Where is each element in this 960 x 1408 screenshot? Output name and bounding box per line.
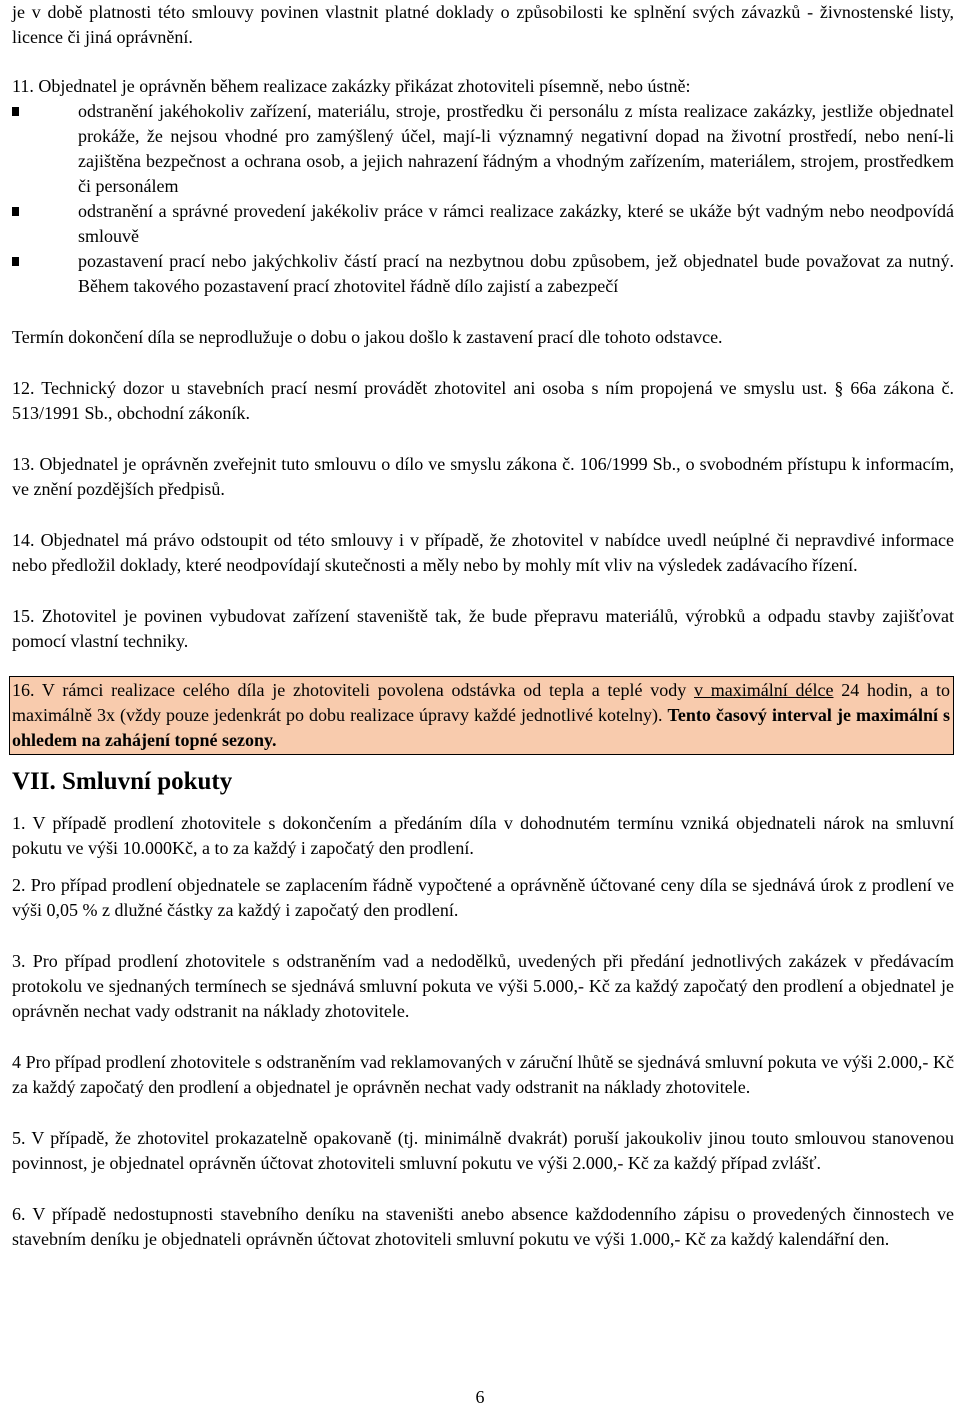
document-page	[12, 0, 954, 1252]
item-16-text-middle: 24 hodin, a to maximálně 3x (vždy pouze jedenkrát po dobu realizace úpravy každé jednotlivé kotelny).	[12, 680, 951, 725]
item-16-bold-text: Tento časový interval je maximální s ohledem na zahájení topné sezony.	[12, 705, 950, 750]
item-12: 12. Technický dozor u stavebních prací nesmí provádět zhotovitel ani osoba s ním propojená ve smyslu ust. § 66a zákona č. 513/1991 Sb., obchodní zákoník.	[12, 378, 954, 423]
item-11-bullet-list	[12, 99, 954, 299]
list-item	[12, 99, 954, 199]
item-13: 13. Objednatel je oprávněn zveřejnit tuto smlouvu o dílo ve smyslu zákona č. 106/1999 Sb., o svobodném přístupu k informacím, ve znění pozdějších předpisů.	[12, 454, 954, 499]
item-16-highlighted	[9, 676, 954, 755]
penalty-1: 1. V případě prodlení zhotovitele s dokončením a předáním díla v dohodnutém termínu vzniká objednateli nárok na smluvní pokutu ve výši 10.000Kč, a to za každý i započatý den prodlení.	[12, 813, 954, 858]
penalty-3: 3. Pro případ prodlení zhotovitele s odstraněním vad a nedodělků, uvedených při předání jednotlivých zakázek v předávacím protokolu ve sjednaných termínech se sjednává smluvní pokuta ve výši 5.000,- Kč za každý započatý den prodlení a objednatel je oprávněn nechat vady odstranit na náklady zhotovitele.	[12, 951, 954, 1021]
list-item	[12, 199, 954, 249]
item-16-underlined-text: v maximální délce	[694, 680, 834, 700]
section-heading: VII. Smluvní pokuty	[12, 768, 233, 795]
item-15: 15. Zhotovitel je povinen vybudovat zařízení staveniště tak, že bude přepravu materiálů, výrobků a odpadu stavby zajišťovat pomocí vlastní techniky.	[12, 606, 954, 651]
penalty-6: 6. V případě nedostupnosti stavebního deníku na staveništi anebo absence každodenního zápisu o provedených činnostech ve stavebním deníku je objednateli oprávněn účtovat zhotoviteli smluvní pokutu ve výši 1.000,- Kč za každý kalendářní den.	[12, 1204, 954, 1249]
item-11-intro: 11. Objednatel je oprávněn během realizace zakázky přikázat zhotoviteli písemně, nebo ústně:	[12, 76, 691, 96]
bullet-text: odstranění jakéhokoliv zařízení, materiálu, stroje, prostředku či personálu z místa realizace zakázky, jestliže objednatel prokáže, že nejsou vhodné pro zamýšlený účel, mají-li významný negativní dopad na životní prostředí, nebo není-li zajištěna bezpečnost a ochrana osob, a jejich nahrazení řádným a vhodným zařízením, materiálem, strojem, prostředkem či personálem	[78, 101, 954, 196]
item-16-text-start: 16. V rámci realizace celého díla je zhotoviteli povolena odstávka od tepla a teplé vody	[12, 680, 694, 700]
item-14: 14. Objednatel má právo odstoupit od této smlouvy i v případě, že zhotovitel v nabídce uvedl neúplné či nepravdivé informace nebo předložil doklady, které neodpovídají skutečnosti a měly nebo by mohly mít vliv na výsledek zadávacího řízení.	[12, 530, 954, 575]
penalty-4: 4 Pro případ prodlení zhotovitele s odstraněním vad reklamovaných v záruční lhůtě se sjednává smluvní pokuta ve výši 2.000,- Kč za každý započatý den prodlení a objednatel je oprávněn nechat vady odstranit na náklady zhotovitele.	[12, 1052, 954, 1097]
penalty-5: 5. V případě, že zhotovitel prokazatelně opakovaně (tj. minimálně dvakrát) poruší jakoukoliv jinou touto smlouvou stanovenou povinnost, je objednatel oprávněn účtovat zhotoviteli smluvní pokutu ve výši 2.000,- Kč za každý případ zvlášť.	[12, 1128, 954, 1173]
penalty-2: 2. Pro případ prodlení objednatele se zaplacením řádně vypočtené a oprávněně účtované ceny díla se sjednává úrok z prodlení ve výši 0,05 % z dlužné částky za každý i započatý den prodlení.	[12, 875, 954, 920]
item-11-note: Termín dokončení díla se neprodlužuje o dobu o jakou došlo k zastavení prací dle tohoto odstavce.	[12, 327, 723, 347]
paragraph-continuation: je v době platnosti této smlouvy povinen vlastnit platné doklady o způsobilosti ke splnění svých závazků - živnostenské listy, licence či jiná oprávnění.	[12, 2, 954, 47]
page-number: 6	[475, 1387, 485, 1407]
square-bullet-icon	[12, 107, 19, 116]
bullet-text: odstranění a správné provedení jakékoliv práce v rámci realizace zakázky, které se ukáže být vadným nebo neodpovídá smlouvě	[78, 201, 954, 246]
bullet-text: pozastavení prací nebo jakýchkoliv částí prací na nezbytnou dobu způsobem, jež objednatel bude považovat za nutný. Během takového pozastavení prací zhotovitel řádně dílo zajistí a zabezpečí	[78, 251, 954, 296]
list-item	[12, 249, 954, 299]
square-bullet-icon	[12, 257, 19, 266]
square-bullet-icon	[12, 207, 19, 216]
